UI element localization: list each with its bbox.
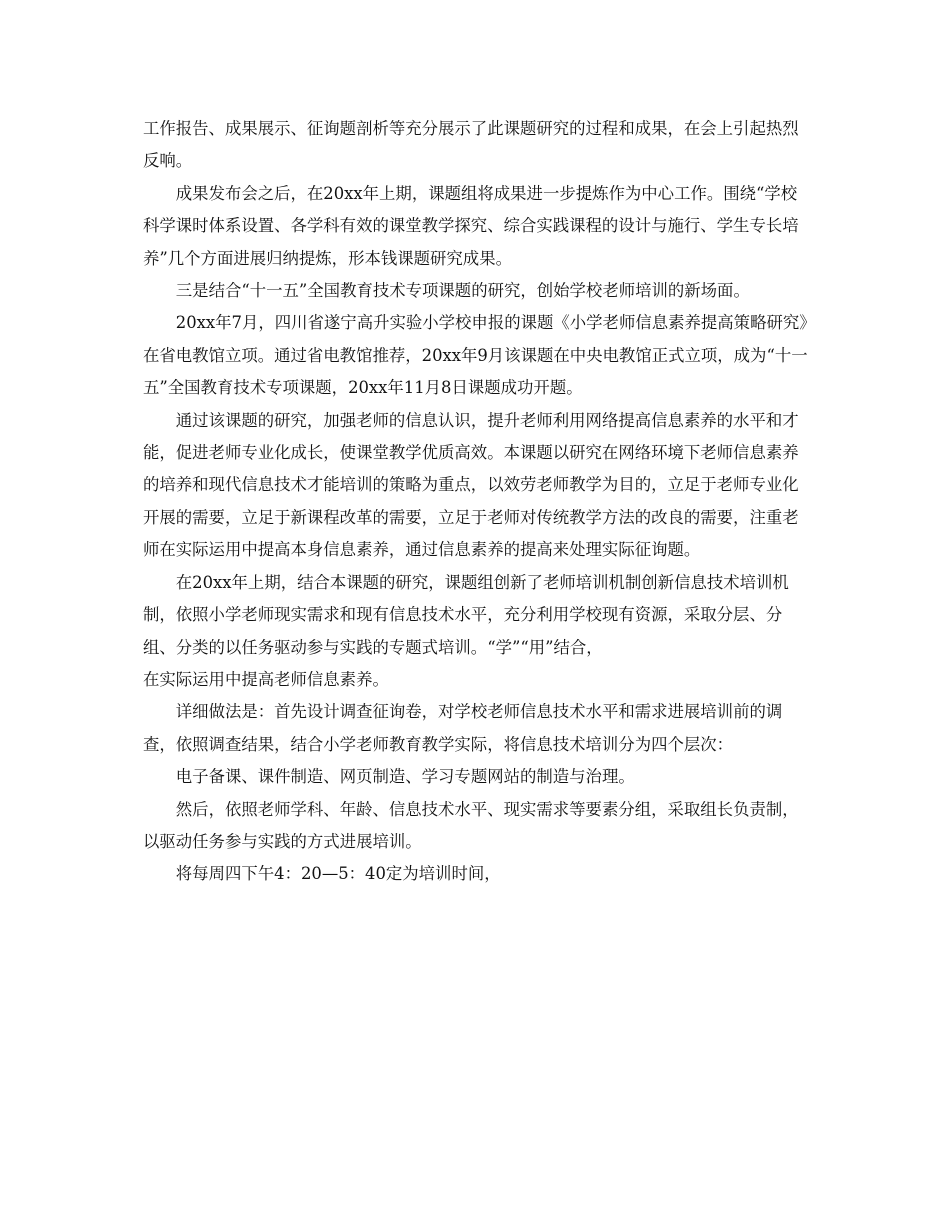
paragraph-11: 将每周四下午4：20—5：40定为培训时间， [175, 864, 501, 884]
paragraph-9: 电子备课、课件制造、网页制造、学习专题网站的制造与治理。 [175, 767, 635, 787]
paragraph-2: 成果发布会之后，在20xx年上期，课题组将成果进一步提炼作为中心工作。围绕“学校科学课时体系设置、各学科有效的课堂教学探究、综合实践课程的设计与施行、学生专长培养”几个方面进展归纳提炼，形本钱课题研究成果。 [143, 183, 799, 268]
paragraph-6: 在20xx年上期，结合本课题的研究，课题组创新了老师培训机制创新信息技术培训机制，依照小学老师现实需求和现有信息技术水平，充分利用学校现有资源，采取分层、分组、分类的以任务驱动参与实践的专题式培训。“学”“用”结合， [143, 572, 789, 657]
paragraph-4: 20xx年7月，四川省遂宁高升实验小学校申报的课题《小学老师信息素养提高策略研究》在省电教馆立项。通过省电教馆推荐，20xx年9月该课题在中央电教馆正式立项，成为“十一五”全国教育技术专项课题，20xx年11月8日课题成功开题。 [143, 313, 808, 398]
document-body [143, 113, 813, 891]
paragraph-3: 三是结合“十一五”全国教育技术专项课题的研究，创始学校老师培训的新场面。 [175, 281, 750, 301]
paragraph-7: 在实际运用中提高老师信息素养。 [143, 669, 389, 689]
paragraph-1: 工作报告、成果展示、征询题剖析等充分展示了此课题研究的过程和成果，在会上引起热烈反响。 [143, 119, 799, 171]
paragraph-10: 然后，依照老师学科、年龄、信息技术水平、现实需求等要素分组，采取组长负责制，以驱动任务参与实践的方式进展培训。 [143, 799, 799, 851]
paragraph-8: 详细做法是：首先设计调查征询卷，对学校老师信息技术水平和需求进展培训前的调查，依照调查结果，结合小学老师教育教学实际，将信息技术培训分为四个层次： [143, 702, 783, 754]
paragraph-5: 通过该课题的研究，加强老师的信息认识，提升老师利用网络提高信息素养的水平和才能，促进老师专业化成长，使课堂教学优质高效。本课题以研究在网络环境下老师信息素养的培养和现代信息技术才能培训的策略为重点，以效劳老师教学为目的，立足于老师专业化开展的需要，立足于新课程改革的需要，立足于老师对传统教学方法的改良的需要，注重老师在实际运用中提高本身信息素养，通过信息素养的提高来处理实际征询题。 [143, 410, 799, 560]
